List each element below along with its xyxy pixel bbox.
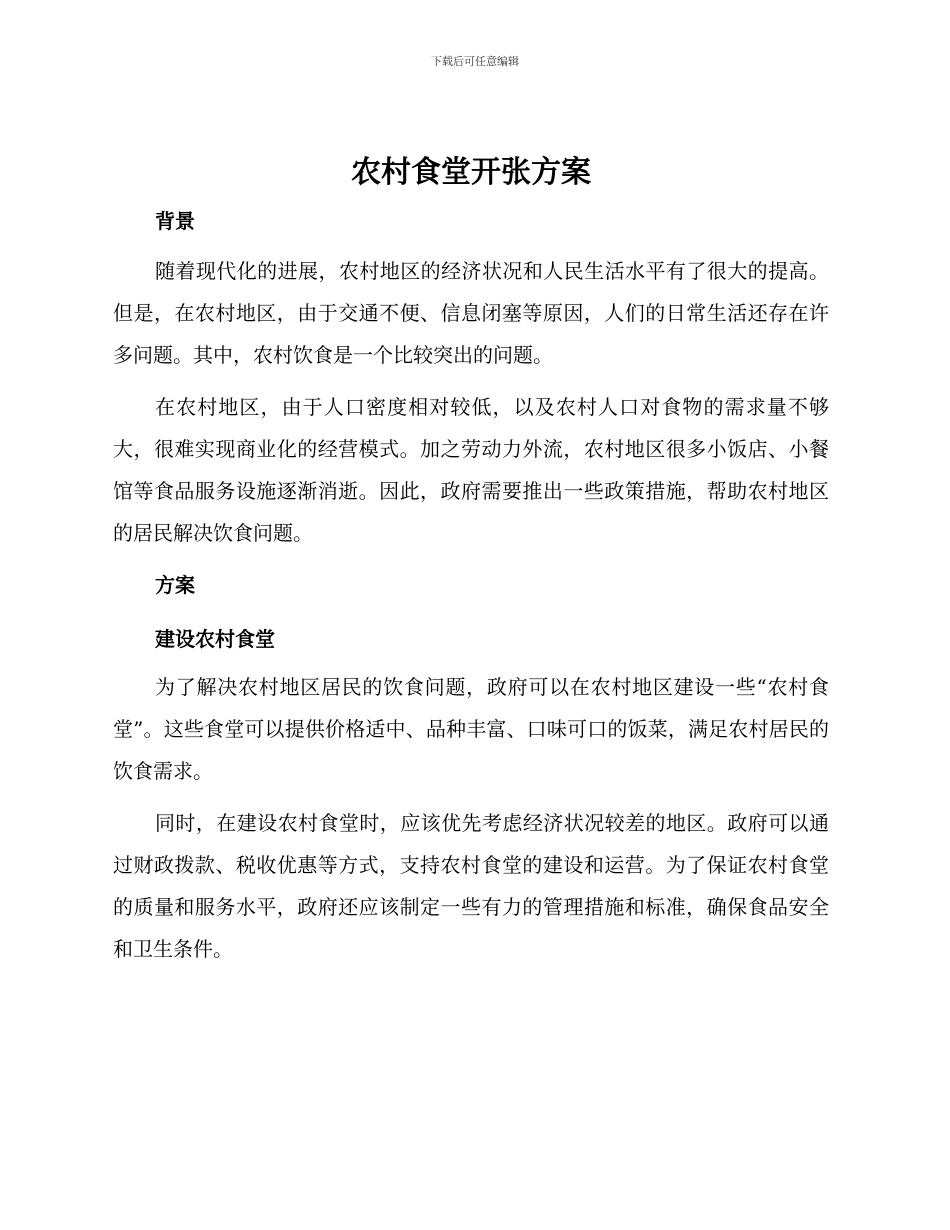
- paragraph: 同时，在建设农村食堂时，应该优先考虑经济状况较差的地区。政府可以通过财政拨款、税收优惠等方式，支持农村食堂的建设和运营。为了保证农村食堂的质量和服务水平，政府还应该制定一些有力的管理措施和标准，确保食品安全和卫生条件。: [113, 811, 829, 961]
- page-header: 下载后可任意编辑: [431, 55, 519, 68]
- subsection-heading-build-canteen: 建设农村食堂: [155, 627, 275, 651]
- section-heading-plan: 方案: [155, 573, 195, 597]
- paragraph: 在农村地区，由于人口密度相对较低，以及农村人口对食物的需求量不够大，很难实现商业化的经营模式。加之劳动力外流，农村地区很多小饭店、小餐馆等食品服务设施逐渐消逝。因此，政府需要推出一些政策措施，帮助农村地区的居民解决饮食问题。: [113, 395, 829, 545]
- paragraph: 随着现代化的进展，农村地区的经济状况和人民生活水平有了很大的提高。但是，在农村地区，由于交通不便、信息闭塞等原因，人们的日常生活还存在许多问题。其中，农村饮食是一个比较突出的问题。: [113, 259, 829, 367]
- section-heading-background: 背景: [155, 209, 195, 233]
- document-title: 农村食堂开张方案: [351, 155, 591, 190]
- paragraph: 为了解决农村地区居民的饮食问题，政府可以在农村地区建设一些“农村食堂”。这些食堂可以提供价格适中、品种丰富、口味可口的饭菜，满足农村居民的饮食需求。: [113, 675, 829, 783]
- document-body: [113, 150, 829, 970]
